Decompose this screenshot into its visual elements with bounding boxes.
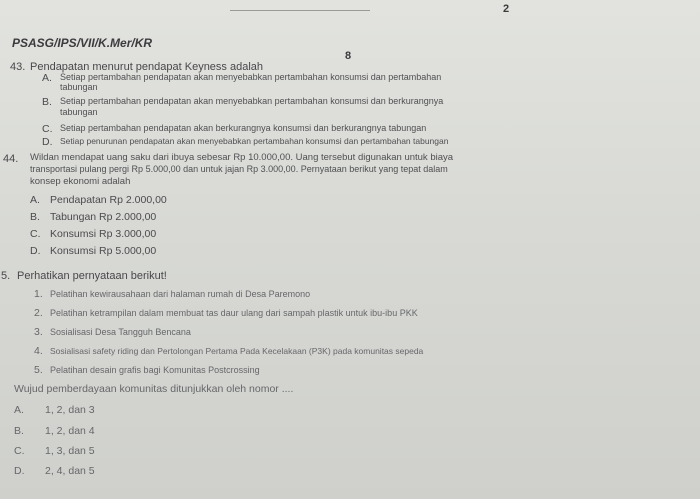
q45-stem: Perhatikan pernyataan berikut! xyxy=(17,270,167,282)
q45-item-5-number: 5. xyxy=(34,364,43,376)
top-rule xyxy=(230,10,370,11)
q43-option-c-letter: C. xyxy=(42,123,53,135)
q44-number: 44. xyxy=(3,153,19,165)
q45-option-b-letter: B. xyxy=(14,425,24,437)
q43-option-b-text: Setiap pertambahan pendapatan akan menyebabkan pertambahan konsumsi dan berkurangnya xyxy=(60,96,444,106)
q43-option-a-letter: A. xyxy=(42,72,52,84)
q45-option-a-text: 1, 2, dan 3 xyxy=(45,404,95,416)
q43-stem: Pendapatan menurut pendapat Keyness adalah xyxy=(30,61,264,73)
q45-item-2-number: 2. xyxy=(34,307,43,319)
page-number: 2 xyxy=(503,3,510,15)
q43-option-d-letter: D. xyxy=(42,136,53,148)
q43-option-c-text: Setiap pertambahan pendapatan akan berkurangnya konsumsi dan berkurangnya tabungan xyxy=(60,123,427,133)
q45-option-c-letter: C. xyxy=(14,445,25,457)
q45-item-2-text: Pelatihan ketrampilan dalam membuat tas daur ulang dari sampah plastik untuk ibu-ibu PKK xyxy=(50,308,418,318)
q44-stem-line-2: transportasi pulang pergi Rp 5.000,00 dan untuk jajan Rp 3.000,00. Pernyataan berikut yang tepat dalam xyxy=(30,164,448,174)
q44-option-b-letter: B. xyxy=(30,211,40,223)
q45-item-3-text: Sosialisasi Desa Tangguh Bencana xyxy=(50,327,191,337)
q45-number: 5. xyxy=(1,270,11,282)
q44-option-d-letter: D. xyxy=(30,245,41,257)
q43-option-a-text: Setiap pertambahan pendapatan akan menyebabkan pertambahan konsumsi dan pertambahan xyxy=(60,72,442,82)
q43-number: 43. xyxy=(10,61,26,73)
q44-option-a-text: Pendapatan Rp 2.000,00 xyxy=(50,194,167,206)
q43-option-d-text: Setiap penurunan pendapatan akan menyebabkan pertambahan konsumsi dan pertambahan tabungan xyxy=(60,136,449,146)
q45-option-c-text: 1, 3, dan 5 xyxy=(45,445,95,457)
q43-option-b-text-cont: tabungan xyxy=(60,107,98,117)
q44-stem-line-1: Wildan mendapat uang saku dari ibuya sebesar Rp 10.000,00. Uang tersebut digunakan untuk biaya xyxy=(30,152,454,163)
q45-question: Wujud pemberdayaan komunitas ditunjukkan oleh nomor .... xyxy=(14,383,294,395)
q45-item-4-text: Sosialisasi safety riding dan Pertolongan Pertama Pada Kecelakaan (P3K) pada komunitas sepeda xyxy=(50,346,424,356)
q45-item-4-number: 4. xyxy=(34,345,43,357)
q45-option-a-letter: A. xyxy=(14,404,24,416)
q44-option-a-letter: A. xyxy=(30,194,40,206)
q45-item-1-number: 1. xyxy=(34,288,43,300)
q45-option-d-text: 2, 4, dan 5 xyxy=(45,465,95,477)
number-mark: 8 xyxy=(345,50,352,62)
q45-option-b-text: 1, 2, dan 4 xyxy=(45,425,95,437)
q44-option-c-letter: C. xyxy=(30,228,41,240)
q43-option-a-text-cont: tabungan xyxy=(60,82,98,92)
q44-option-d-text: Konsumsi Rp 5.000,00 xyxy=(50,245,157,257)
q44-option-c-text: Konsumsi Rp 3.000,00 xyxy=(50,228,157,240)
q43-option-b-letter: B. xyxy=(42,96,52,108)
document-code: PSASG/IPS/VII/K.Mer/KR xyxy=(12,36,153,50)
q45-item-5-text: Pelatihan desain grafis bagi Komunitas Postcrossing xyxy=(50,365,260,375)
q45-option-d-letter: D. xyxy=(14,465,25,477)
q45-item-3-number: 3. xyxy=(34,326,43,338)
q45-item-1-text: Pelatihan kewirausahaan dari halaman rumah di Desa Paremono xyxy=(50,289,311,299)
q44-stem-line-3: konsep ekonomi adalah xyxy=(30,176,131,187)
q44-option-b-text: Tabungan Rp 2.000,00 xyxy=(50,211,157,223)
